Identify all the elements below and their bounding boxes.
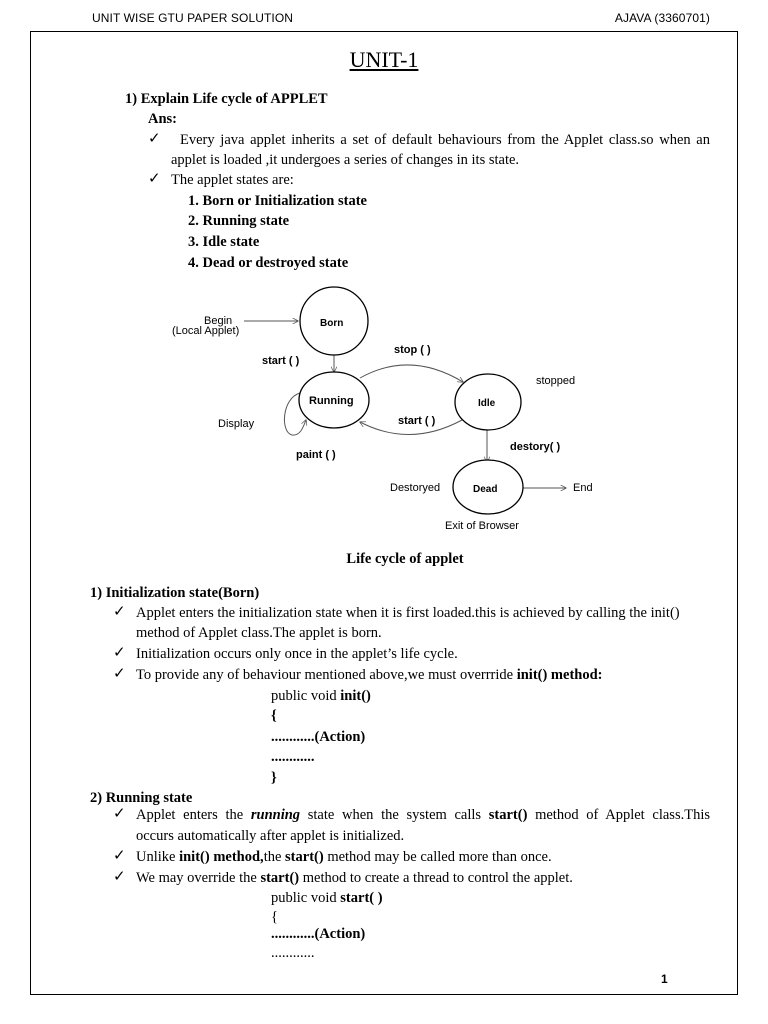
stopped-label: stopped (536, 375, 576, 387)
state-item: 3. Idle state (188, 234, 260, 250)
start-label-2: start ( ) (398, 415, 436, 427)
dead-label: Dead (473, 484, 498, 495)
q1-bullet2: The applet states are: (171, 172, 294, 188)
born-label: Born (320, 318, 344, 329)
applet-lifecycle-diagram (0, 280, 768, 542)
s1-code-action: ............(Action) (271, 729, 366, 745)
s1-bullet1-line2: method of Applet class.The applet is born. (136, 625, 382, 641)
diagram-caption: Life cycle of applet (346, 551, 464, 567)
s2-bullet3: We may override the start() method to create a thread to control the applet. (136, 870, 573, 886)
s2-code-open: { (271, 909, 278, 925)
destroyed-label: Destoryed (390, 482, 441, 494)
s1-bullet1-line1: Applet enters the initialization state when it is first loaded.this is achieved by calling the init() (136, 605, 680, 621)
section2-heading: 2) Running state (90, 790, 193, 806)
unit-title: UNIT-1 (349, 47, 419, 72)
s2-code-signature: public void start( ) (271, 890, 383, 906)
s2-code-dots: ............ (271, 945, 315, 961)
check-icon: ✓ (113, 645, 126, 661)
s1-code-open: { (271, 708, 277, 724)
paint-label: paint ( ) (296, 449, 336, 461)
start-label-1: start ( ) (262, 355, 300, 367)
section1-heading: 1) Initialization state(Born) (90, 585, 260, 601)
s1-bullet2: Initialization occurs only once in the applet’s life cycle. (136, 646, 458, 662)
page-number: 1 (661, 972, 668, 986)
local-applet-label: (Local Applet) (172, 325, 240, 337)
destroy-label: destory( ) (510, 441, 561, 453)
check-icon: ✓ (148, 171, 161, 187)
answer-label: Ans: (148, 111, 178, 127)
check-icon: ✓ (113, 848, 126, 864)
check-icon: ✓ (113, 604, 126, 620)
stop-arc (360, 365, 463, 382)
display-label: Display (218, 418, 255, 430)
check-icon: ✓ (113, 869, 126, 885)
check-icon: ✓ (113, 666, 126, 682)
begin-label: Begin (204, 315, 233, 327)
s1-code-signature: public void init() (271, 688, 371, 704)
s1-bullet3: To provide any of behaviour mentioned above,we must overrride init() method: (136, 667, 603, 683)
end-label: End (573, 482, 593, 494)
q1-bullet1-line2: applet is loaded ,it undergoes a series of changes in its state. (171, 152, 520, 168)
stop-label: stop ( ) (394, 344, 431, 356)
state-item: 1. Born or Initialization state (188, 193, 367, 209)
q1-bullet1-line1: Every java applet inherits a set of default behaviours from the Applet class.so when an (180, 132, 710, 148)
s1-code-dots: ............ (271, 749, 315, 765)
check-icon: ✓ (148, 131, 161, 147)
s2-bullet1-line1: Applet enters the running state when the system calls start() method of Applet class.This (136, 807, 710, 823)
state-item: 2. Running state (188, 213, 290, 229)
header-left: UNIT WISE GTU PAPER SOLUTION (92, 11, 294, 25)
s2-code-action: ............(Action) (271, 926, 366, 942)
idle-label: Idle (478, 398, 496, 409)
state-item: 4. Dead or destroyed state (188, 255, 349, 271)
header-right: AJAVA (3360701) (614, 11, 710, 25)
question-heading: 1) Explain Life cycle of APPLET (125, 91, 328, 107)
s2-bullet2: Unlike init() method,the start() method may be called more than once. (136, 849, 552, 865)
exit-label: Exit of Browser (445, 520, 519, 532)
running-label: Running (309, 395, 354, 407)
s1-code-close: } (271, 770, 277, 786)
s2-bullet1-line2: occurs automatically after applet is initialized. (136, 828, 405, 844)
check-icon: ✓ (113, 806, 126, 822)
